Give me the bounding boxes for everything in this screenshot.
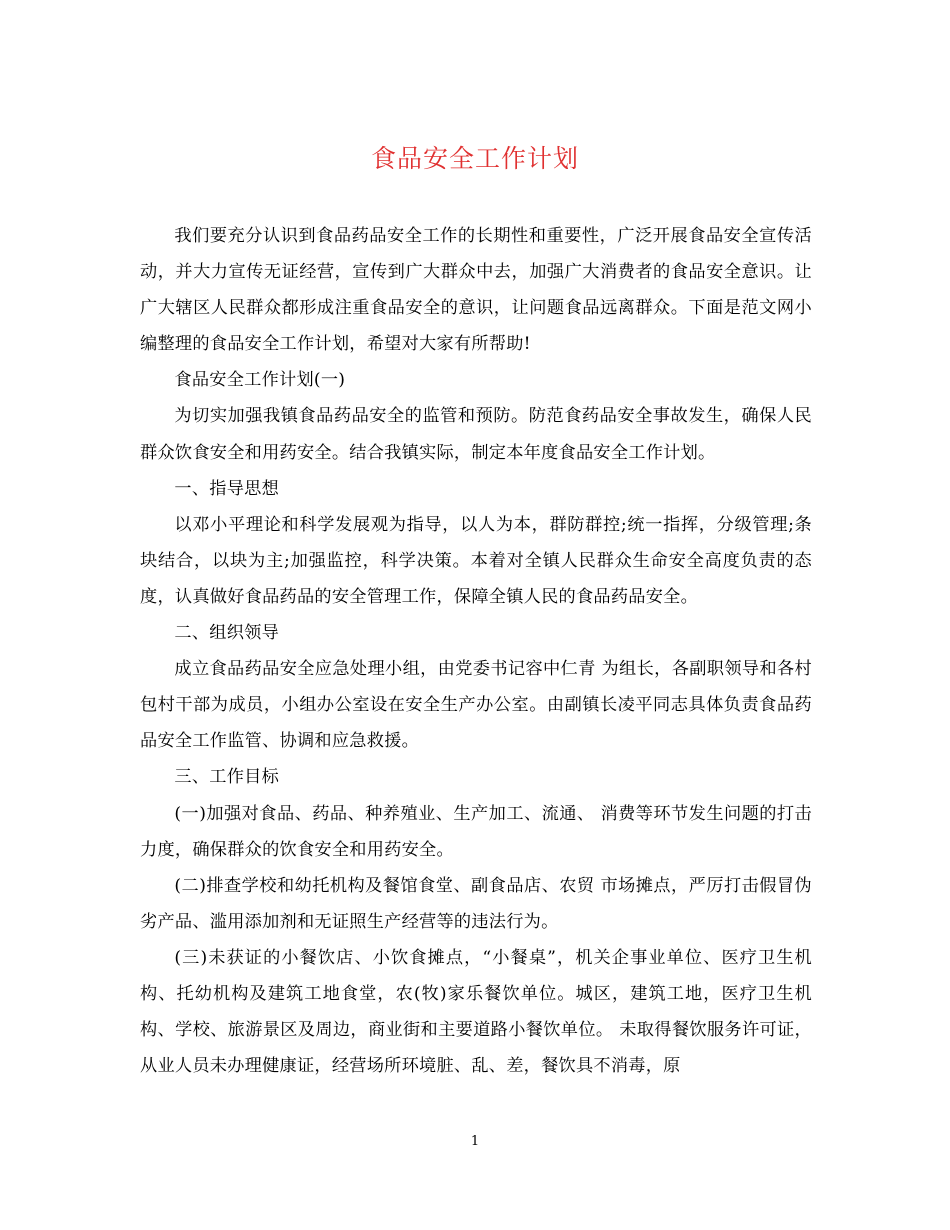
section-heading-work-goals: 三、工作目标 — [174, 767, 280, 788]
paragraph-organization: 成立食品药品安全应急处理小组，由党委书记容中仁青 为组长，各副职领导和各村包村干部为成员，小组办公室设在安全生产办公室。由副镇长凌平同志具体负责食品药品安全工作监管、协调和应急救援。 — [140, 659, 812, 752]
paragraph-intro: 我们要充分认识到食品药品安全工作的长期性和重要性，广泛开展食品安全宣传活动，并大力宣传无证经营，宣传到广大群众中去，加强广大消费者的食品安全意识。让广大辖区人民群众都形成注重食品安全的意识，让问题食品远离群众。下面是范文网小编整理的食品安全工作计划，希望对大家有所帮助! — [140, 226, 812, 355]
section-heading-organization: 二、组织领导 — [174, 623, 280, 644]
page-title: 食品安全工作计划 — [370, 144, 579, 173]
page-number: 1 — [470, 1134, 480, 1149]
paragraph-purpose: 为切实加强我镇食品药品安全的监管和预防。防范食药品安全事故发生，确保人民群众饮食安全和用药安全。结合我镇实际，制定本年度食品安全工作计划。 — [140, 406, 812, 463]
paragraph-goal-three: (三)未获证的小餐饮店、小饮食摊点，“小餐桌”，机关企事业单位、医疗卫生机构、托幼机构及建筑工地食堂，农(牧)家乐餐饮单位。城区，建筑工地，医疗卫生机构、学校、旅游景区及周边，商业街和主要道路小餐饮单位。 未取得餐饮服务许可证，从业人员未办理健康证，经营场所环境脏、乱、差，餐饮具不消毒，原 — [140, 947, 812, 1077]
section-heading-guiding-ideology: 一、指导思想 — [174, 478, 280, 499]
paragraph-goal-two: (二)排查学校和幼托机构及餐馆食堂、副食品店、农贸 市场摊点，严厉打击假冒伪劣产品、滥用添加剂和无证照生产经营等的违法行为。 — [140, 875, 812, 932]
document-body — [140, 218, 812, 1084]
paragraph-goal-one: (一)加强对食品、药品、种养殖业、生产加工、流通、 消费等环节发生问题的打击力度，确保群众的饮食安全和用药安全。 — [140, 803, 812, 860]
section-heading-plan-one: 食品安全工作计划(一) — [174, 370, 346, 391]
paragraph-guiding-ideology: 以邓小平理论和科学发展观为指导，以人为本，群防群控;统一指挥，分级管理;条块结合，以块为主;加强监控，科学决策。本着对全镇人民群众生命安全高度负责的态度，认真做好食品药品的安全管理工作，保障全镇人民的食品药品安全。 — [140, 514, 812, 607]
